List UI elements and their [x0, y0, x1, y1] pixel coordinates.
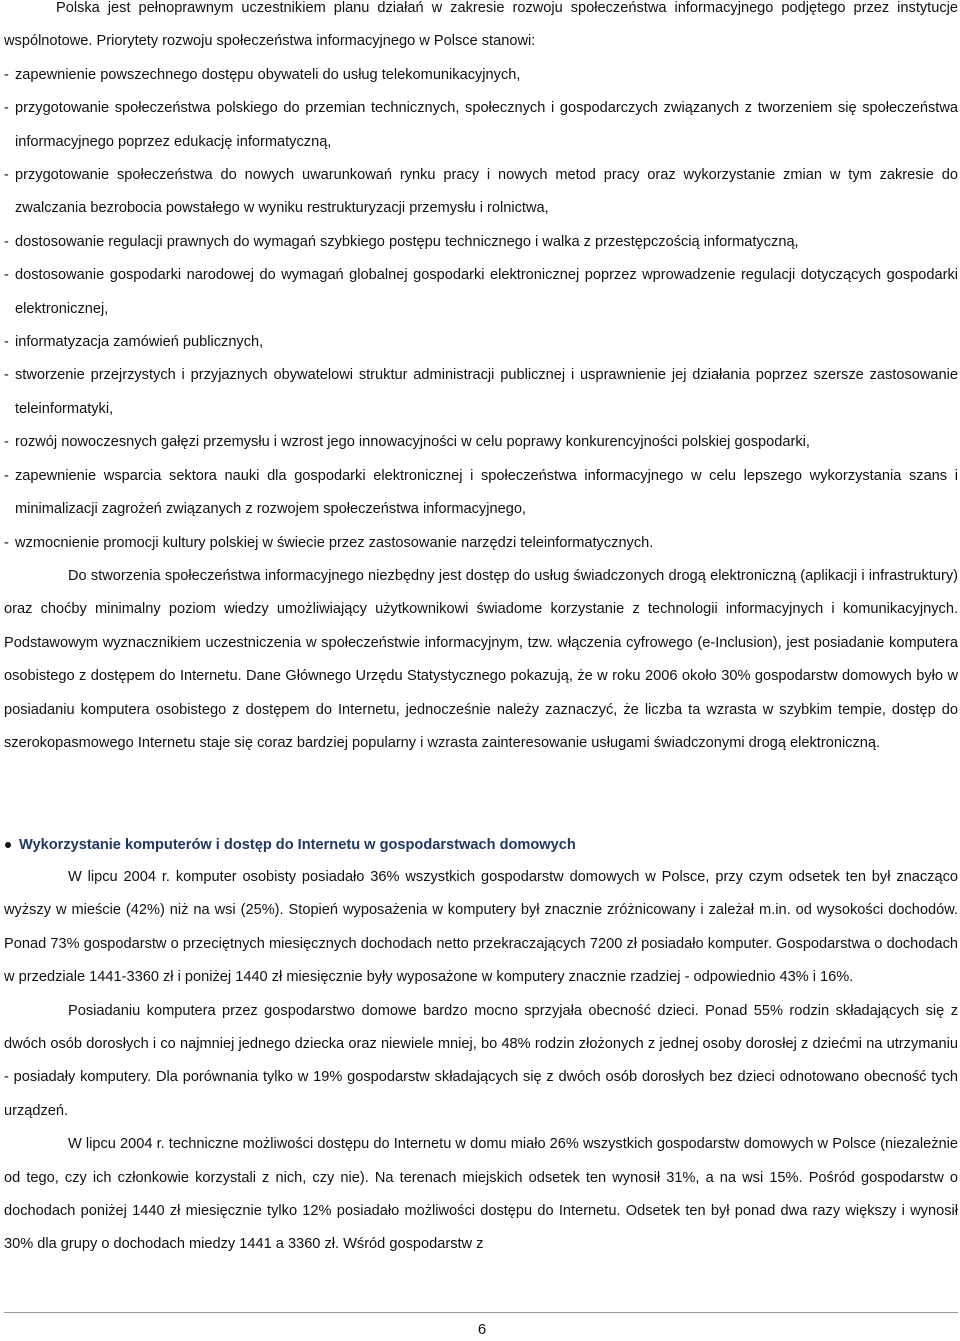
list-item — [4, 326, 958, 359]
section-heading-text: Wykorzystanie komputerów i dostęp do Internetu w gospodarstwach domowych — [19, 837, 576, 853]
dash-marker: - — [4, 233, 9, 250]
dash-marker: - — [4, 267, 9, 284]
list-item-text: dostosowanie gospodarki narodowej do wymagań globalnej gospodarki elektronicznej poprzez wprowadzenie regulacji dotyczących gospodarki elektronicznej, — [15, 267, 958, 317]
dash-marker: - — [4, 467, 9, 484]
section-paragraph: Posiadaniu komputera przez gospodarstwo domowe bardzo mocno sprzyjała obecność dzieci. Ponad 55% rodzin składających się z dwóch osób dorosłych i co najmniej jednego dziecka oraz niewiele mniej, bo 48% rodzin złożonych z jednej osoby dorosłej z dziećmi na utrzymaniu - posiadały komputery. Dla porównania tylko w 19% gospodarstw składających się z dwóch osób dorosłych bez dzieci odnotowano obecność tych urządzeń. — [4, 1002, 958, 1119]
section-body — [4, 861, 958, 1262]
intro-section — [4, 0, 958, 760]
section-paragraph: W lipcu 2004 r. komputer osobisty posiadało 36% wszystkich gospodarstw domowych w Polsce, przy czym odsetek ten był znacząco wyższy w mieście (42%) niż na wsi (25%). Stopień wyposażenia w komputery był znacznie zróżnicowany i zależał m.in. od wysokości dochodów. Ponad 73% gospodarstw o przeciętnych miesięcznych dochodach netto przekraczających 7200 zł posiadało komputer. Gospodarstwa o dochodach w przedziale 1441-3360 zł i poniżej 1440 zł miesięcznie były wyposażone w komputery znacznie rzadziej - odpowiednio 43% i 16%. — [4, 869, 958, 986]
priorities-list — [4, 59, 958, 560]
footer-divider — [4, 1312, 958, 1313]
list-item — [4, 59, 958, 92]
section-paragraph: W lipcu 2004 r. techniczne możliwości dostępu do Internetu w domu miało 26% wszystkich gospodarstw domowych w Polsce (niezależnie od tego, czy ich członkowie korzystali z nich, czy nie). Na terenach miejskich odsetek ten wynosił 31%, a na wsi 15%. Pośród gospodarstw o dochodach poniżej 1440 zł miesięcznie tylko 12% posiadało możliwości dostępu do Internetu. Odsetek ten był ponad dwa razy większy i wynosił 30% dla grupy o dochodach miedzy 1441 a 3360 zł. Wśród gospodarstw z — [4, 1136, 958, 1253]
list-item — [4, 527, 958, 560]
list-item-text: zapewnienie wsparcia sektora nauki dla gospodarki elektronicznej i społeczeństwa informacyjnego w celu lepszego wykorzystania szans i minimalizacji zagrożeń związanych z rozwojem społeczeństwa informacyjnego, — [15, 467, 958, 518]
list-item — [4, 259, 958, 326]
list-item-text: stworzenie przejrzystych i przyjaznych obywatelowi struktur administracji publicznej i usprawnienie jej działania poprzez szersze zastosowanie teleinformatyki, — [15, 367, 958, 417]
list-item — [4, 159, 958, 226]
list-item — [4, 460, 958, 527]
section-heading — [4, 832, 576, 858]
dash-marker: - — [4, 100, 9, 117]
list-item — [4, 226, 958, 259]
list-item — [4, 92, 958, 159]
list-item — [4, 426, 958, 459]
intro-paragraph: Polska jest pełnoprawnym uczestnikiem planu działań w zakresie rozwoju społeczeństwa informacyjnego podjętego przez instytucje wspólnotowe. Priorytety rozwoju społeczeństwa informacyjnego w Polsce stanowi: — [4, 0, 958, 50]
dash-marker: - — [4, 167, 9, 184]
list-item-text: przygotowanie społeczeństwa do nowych uwarunkowań rynku pracy i nowych metod pracy oraz wykorzystanie zmian w tym zakresie do zwalczania bezrobocia powstałego w wyniku restrukturyzacji przemysłu i rolnictwa, — [15, 167, 958, 217]
dash-marker: - — [4, 66, 9, 83]
list-item-text: informatyzacja zamówień publicznych, — [15, 334, 264, 351]
list-item-text: przygotowanie społeczeństwa polskiego do przemian technicznych, społecznych i gospodarczych związanych z tworzeniem się społeczeństwa informacyjnego poprzez edukację informatyczną, — [15, 100, 958, 150]
dash-marker: - — [4, 334, 9, 351]
list-item-text: wzmocnienie promocji kultury polskiej w świecie przez zastosowanie narzędzi teleinformatycznych. — [15, 534, 654, 551]
dash-marker: - — [4, 534, 9, 551]
dash-marker: - — [4, 367, 9, 384]
dash-marker: - — [4, 434, 9, 451]
access-paragraph: Do stworzenia społeczeństwa informacyjnego niezbędny jest dostęp do usług świadczonych drogą elektroniczną (aplikacji i infrastruktury) oraz choćby minimalny poziom wiedzy umożliwiający użytkownikowi świadome korzystanie z technologii informacyjnych i komunikacyjnych. Podstawowym wyznacznikiem uczestniczenia w społeczeństwie informacyjnym, tzw. włączenia cyfrowego (e-Inclusion), jest posiadanie komputera osobistego z dostępem do Internetu. Dane Głównego Urzędu Statystycznego pokazują, że w roku 2006 około 30% gospodarstw domowych było w posiadaniu komputera osobistego z dostępem do Internetu, jednocześnie należy zaznaczyć, że liczba ta wzrasta w szybkim tempie, dostęp do szerokopasmowego Internetu staje się coraz bardziej popularny i wzrasta zainteresowanie usługami świadczonymi drogą elektroniczną. — [4, 567, 958, 751]
list-item-text: rozwój nowoczesnych gałęzi przemysłu i wzrost jego innowacyjności w celu poprawy konkurencyjności polskiej gospodarki, — [15, 434, 810, 451]
bullet-icon — [5, 842, 11, 848]
list-item-text: zapewnienie powszechnego dostępu obywateli do usług telekomunikacyjnych, — [15, 66, 521, 83]
list-item-text: dostosowanie regulacji prawnych do wymagań szybkiego postępu technicznego i walka z przestępczością informatyczną, — [15, 233, 799, 250]
page-number: 6 — [477, 1321, 487, 1338]
list-item — [4, 359, 958, 426]
